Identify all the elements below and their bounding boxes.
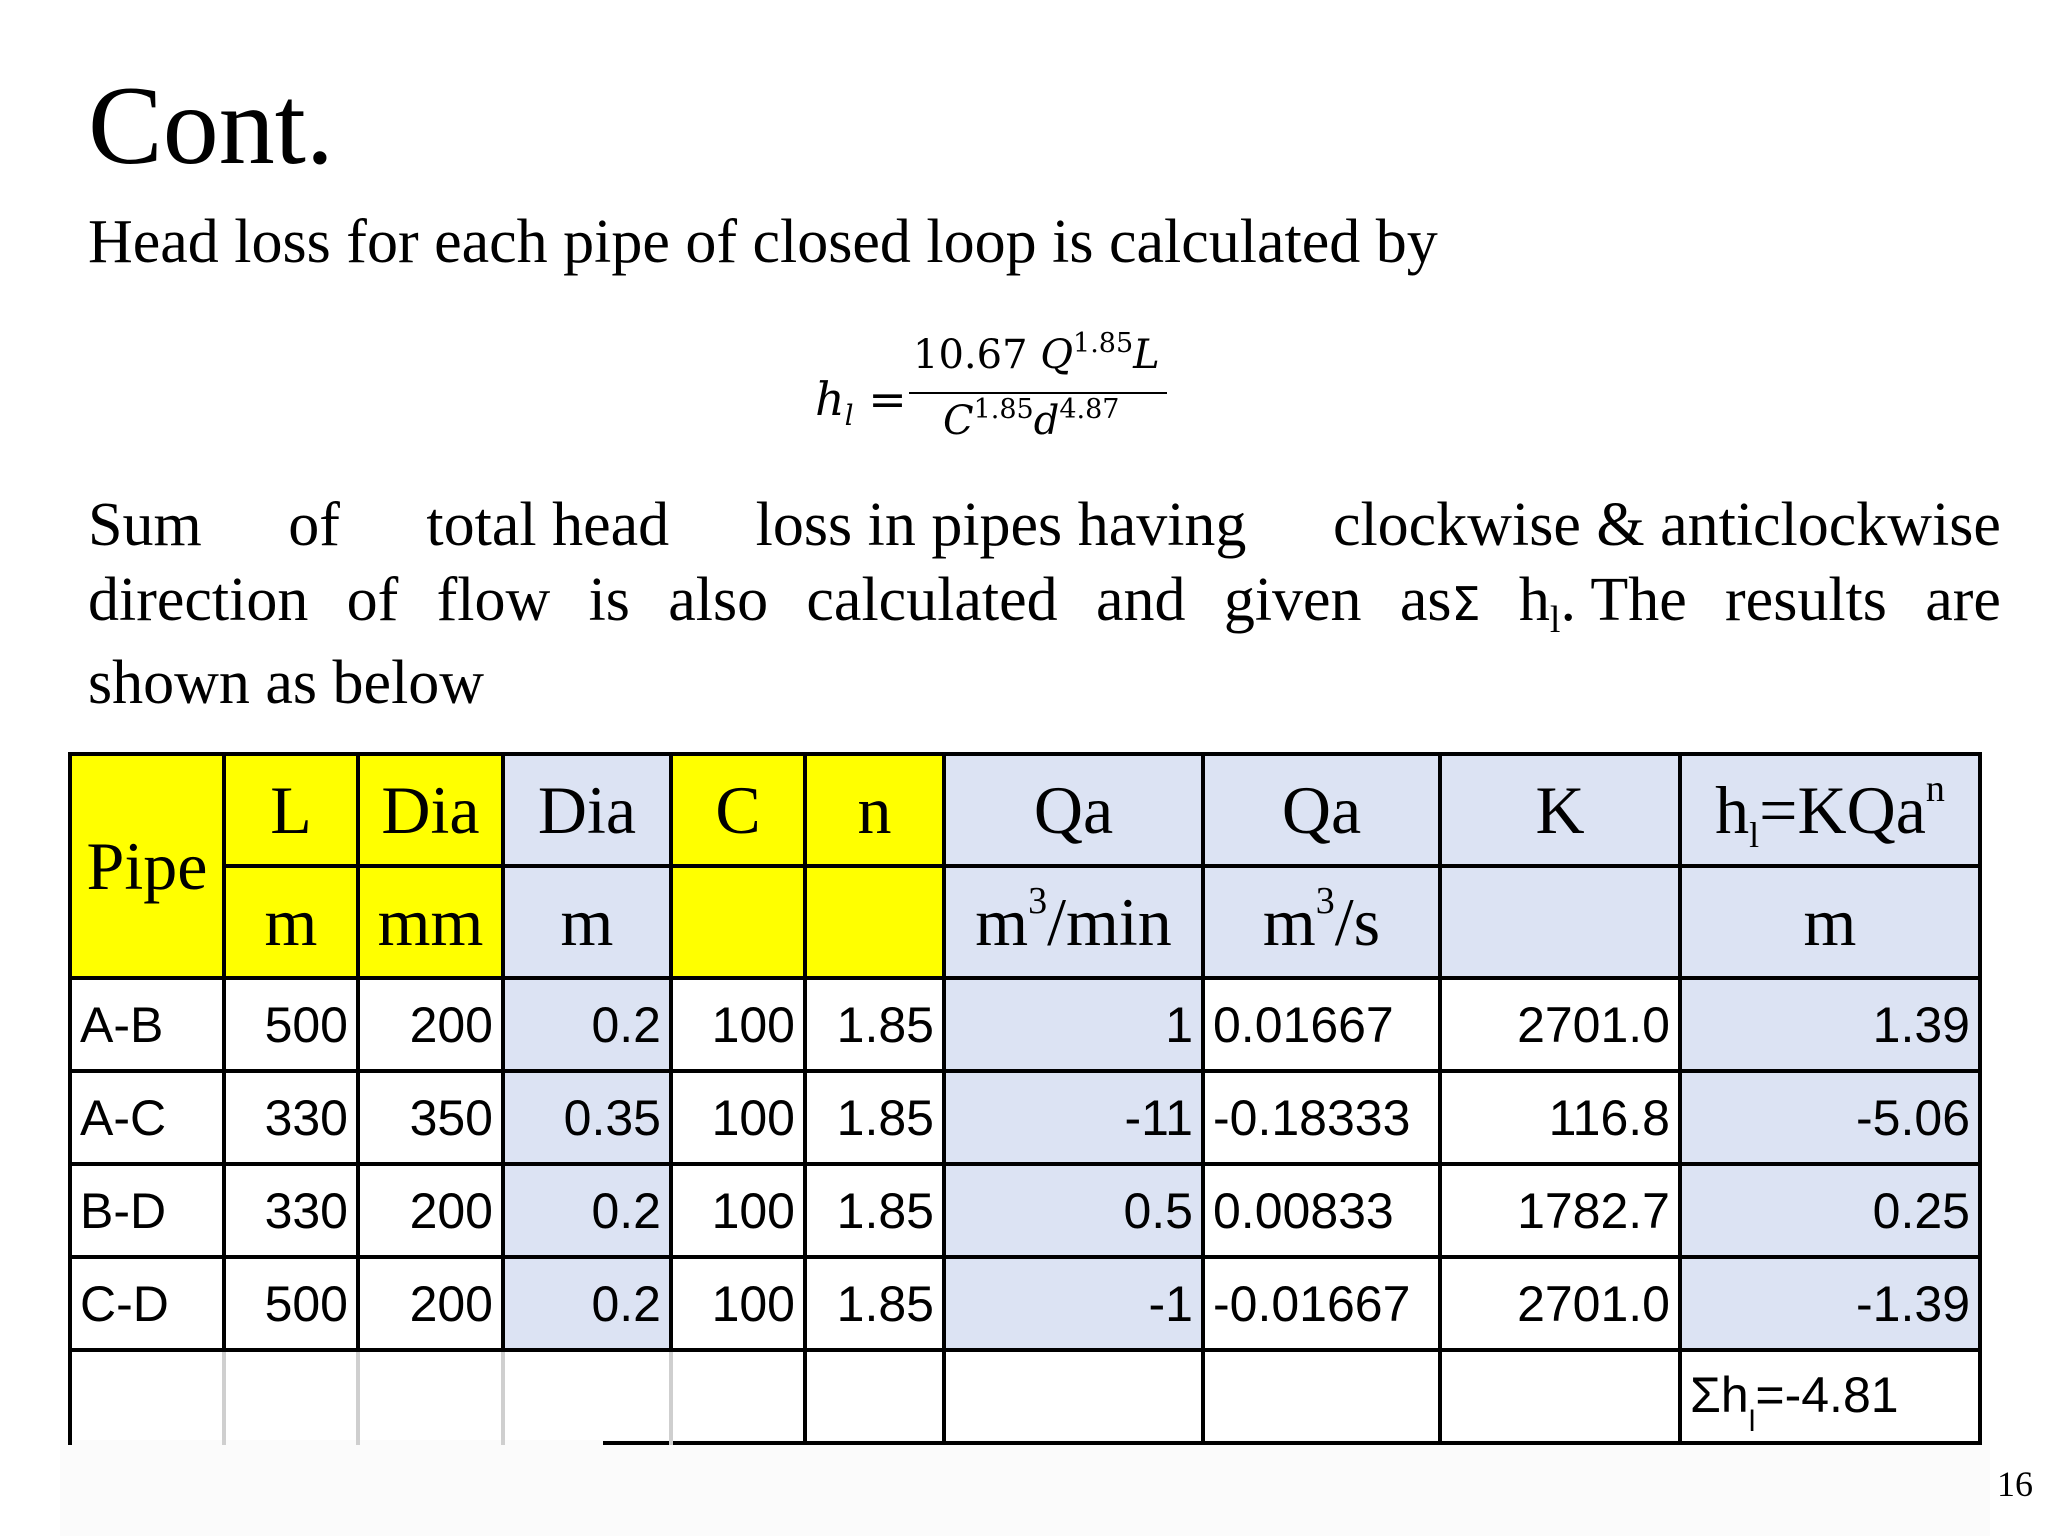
grid-line	[803, 752, 807, 1348]
slide-title: Cont.	[88, 64, 334, 188]
grid-line-faint	[501, 1352, 505, 1445]
header-pipe: Pipe	[70, 754, 224, 978]
grid-line	[1678, 1348, 1682, 1445]
table-cell-pipe: A-C	[70, 1071, 224, 1164]
grid-line	[603, 1441, 1982, 1445]
table-cell-C: 100	[671, 1257, 805, 1350]
header-dia-mm: Dia	[358, 754, 503, 866]
grid-line	[942, 1348, 946, 1445]
table-cell-dia-mm: 200	[358, 1257, 503, 1350]
table-cell-dia-mm: 350	[358, 1071, 503, 1164]
fraction-bar	[909, 392, 1167, 394]
table-cell-pipe: C-D	[70, 1257, 224, 1350]
grid-line	[222, 752, 226, 1348]
unit-n	[805, 866, 944, 978]
formula-numerator: 10.67 $Q^{1.85}L$	[913, 328, 1160, 378]
unit-dia-m: m	[503, 866, 671, 978]
table-cell-qa-s: -0.18333	[1203, 1071, 1440, 1164]
grid-line	[1201, 1348, 1205, 1445]
head-loss-formula	[815, 328, 1175, 452]
grid-line-faint	[222, 1352, 226, 1445]
table-cell-dia-m: 0.35	[503, 1071, 671, 1164]
grid-line	[1201, 752, 1205, 1348]
table-cell-K: 1782.7	[1440, 1164, 1680, 1257]
sum-cell: $\Sigma h_l=-4.81$	[1680, 1350, 1980, 1443]
table-cell-qa-s: -0.01667	[1203, 1257, 1440, 1350]
grid-line	[222, 864, 1982, 868]
table-cell-n: 1.85	[805, 978, 944, 1071]
table-cell-C: 100	[671, 1164, 805, 1257]
unit-qa-min: $m^3/\min$	[944, 866, 1203, 978]
table-cell-qa-min: 1	[944, 978, 1203, 1071]
unit-dia-mm: mm	[358, 866, 503, 978]
table-cell-qa-s: 0.01667	[1203, 978, 1440, 1071]
sigma-symbol: Σ	[1451, 577, 1481, 631]
grid-line	[1978, 752, 1982, 1348]
unit-length: m	[224, 866, 358, 978]
unit-qa-s: $m^3/s$	[1203, 866, 1440, 978]
grid-line	[1438, 1348, 1442, 1445]
table-cell-dia-m: 0.2	[503, 1257, 671, 1350]
grid-line	[669, 752, 673, 1348]
grid-line-faint	[669, 1352, 673, 1445]
table-cell-pipe: A-B	[70, 978, 224, 1071]
table-cell-hl: 1.39	[1680, 978, 1980, 1071]
header-dia-m: Dia	[503, 754, 671, 866]
formula-lhs: $h_l$ =	[815, 372, 907, 433]
table-cell-L: 330	[224, 1071, 358, 1164]
grid-line	[1678, 752, 1682, 1348]
table-cell-L: 500	[224, 1257, 358, 1350]
table-cell-hl: -1.39	[1680, 1257, 1980, 1350]
table-cell-hl: -5.06	[1680, 1071, 1980, 1164]
table-cell-pipe: B-D	[70, 1164, 224, 1257]
grid-line	[68, 1348, 72, 1445]
table-cell-qa-min: -11	[944, 1071, 1203, 1164]
unit-k	[1440, 866, 1680, 978]
table-cell-K: 2701.0	[1440, 1257, 1680, 1350]
unit-c	[671, 866, 805, 978]
grid-line	[803, 1348, 807, 1445]
formula-denominator: $C^{1.85}d^{4.87}$	[943, 394, 1120, 444]
grid-line	[501, 752, 505, 1348]
bottom-band	[60, 1440, 1990, 1536]
header-length: L	[224, 754, 358, 866]
header-qa-s: Qa	[1203, 754, 1440, 866]
page-number: 16	[1997, 1464, 2033, 1504]
grid-line	[68, 752, 72, 1348]
header-c: C	[671, 754, 805, 866]
table-cell-L: 500	[224, 978, 358, 1071]
paragraph-line-1: Sum of total head loss in pipes having clockwise & anticlockwise	[88, 491, 2001, 559]
table-cell-C: 100	[671, 978, 805, 1071]
paragraph-line-3: shown as below	[88, 649, 485, 717]
table-cell-dia-m: 0.2	[503, 978, 671, 1071]
paragraph-line-2: direction of flow is also calculated and given asΣ $h_l$. The results are	[88, 566, 2001, 641]
grid-line	[1978, 1348, 1982, 1445]
grid-line-faint	[356, 1352, 360, 1445]
table-cell-hl: 0.25	[1680, 1164, 1980, 1257]
table-cell-n: 1.85	[805, 1071, 944, 1164]
table-cell-K: 2701.0	[1440, 978, 1680, 1071]
header-n: n	[805, 754, 944, 866]
table-cell-n: 1.85	[805, 1164, 944, 1257]
table-cell-dia-mm: 200	[358, 978, 503, 1071]
intro-text: Head loss for each pipe of closed loop is calculated by	[88, 208, 1438, 276]
unit-hl: m	[1680, 866, 1980, 978]
description-paragraph	[88, 488, 2001, 721]
table-cell-dia-m: 0.2	[503, 1164, 671, 1257]
header-qa-min: Qa	[944, 754, 1203, 866]
table-cell-dia-mm: 200	[358, 1164, 503, 1257]
grid-line	[356, 752, 360, 1348]
table-cell-qa-min: -1	[944, 1257, 1203, 1350]
table-cell-qa-min: 0.5	[944, 1164, 1203, 1257]
header-k: K	[1440, 754, 1680, 866]
grid-line	[1438, 752, 1442, 1348]
grid-line	[942, 752, 946, 1348]
table-cell-qa-s: 0.00833	[1203, 1164, 1440, 1257]
header-hl: $h_l=KQa^n$	[1680, 754, 1980, 866]
table-cell-L: 330	[224, 1164, 358, 1257]
table-cell-C: 100	[671, 1071, 805, 1164]
table-cell-n: 1.85	[805, 1257, 944, 1350]
table-cell-K: 116.8	[1440, 1071, 1680, 1164]
